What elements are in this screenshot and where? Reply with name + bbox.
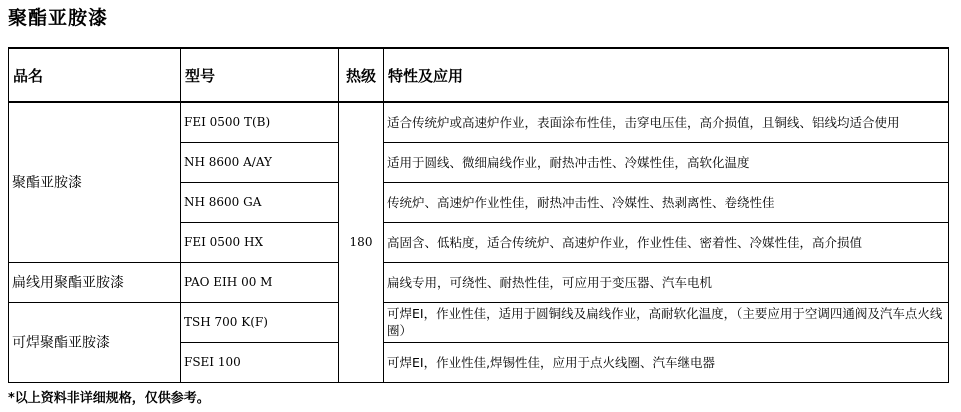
model-cell: FSEI 100: [181, 342, 339, 382]
header-features: 特性及应用: [384, 48, 949, 102]
features-cell: 适用于圆线、微细扁线作业，耐热冲击性、冷媒性佳，高软化温度: [384, 142, 949, 182]
header-thermal-grade: 热级: [339, 48, 384, 102]
model-cell: FEI 0500 T(B): [181, 102, 339, 142]
features-cell: 可焊EI，作业性佳，适用于圆铜线及扁线作业，高耐软化温度，（主要应用于空调四通阀及汽车点火线圈）: [384, 302, 949, 342]
table-header-row: [9, 48, 949, 102]
table-row: [9, 302, 949, 342]
features-cell: 扁线专用，可绕性、耐热性佳，可应用于变压器、汽车电机: [384, 262, 949, 302]
features-cell: 传统炉、高速炉作业性佳，耐热冲击性、冷媒性、热剥离性、卷绕性佳: [384, 182, 949, 222]
model-cell: NH 8600 A/AY: [181, 142, 339, 182]
product-name-cell: 扁线用聚酯亚胺漆: [9, 262, 181, 302]
disclaimer-footnote: *以上资料非详细规格，仅供参考。: [8, 391, 210, 406]
table-row: [9, 262, 949, 302]
header-model: 型号: [181, 48, 339, 102]
page-title: 聚酯亚胺漆: [8, 7, 109, 29]
model-cell: PAO EIH 00 M: [181, 262, 339, 302]
features-cell: 适合传统炉或高速炉作业，表面涂布性佳，击穿电压佳，高介损值，且铜线、铝线均适合使用: [384, 102, 949, 142]
table-row: [9, 102, 949, 142]
features-cell: 高固含、低粘度，适合传统炉、高速炉作业，作业性佳、密着性、冷媒性佳，高介损值: [384, 222, 949, 262]
model-cell: TSH 700 K(F): [181, 302, 339, 342]
product-spec-table: [8, 47, 949, 383]
model-cell: NH 8600 GA: [181, 182, 339, 222]
header-product-name: 品名: [9, 48, 181, 102]
thermal-grade-cell: 180: [339, 102, 384, 382]
product-name-cell: 可焊聚酯亚胺漆: [9, 302, 181, 382]
features-cell: 可焊EI，作业性佳,焊锡性佳，应用于点火线圈、汽车继电器: [384, 342, 949, 382]
model-cell: FEI 0500 HX: [181, 222, 339, 262]
product-name-cell: 聚酯亚胺漆: [9, 102, 181, 262]
